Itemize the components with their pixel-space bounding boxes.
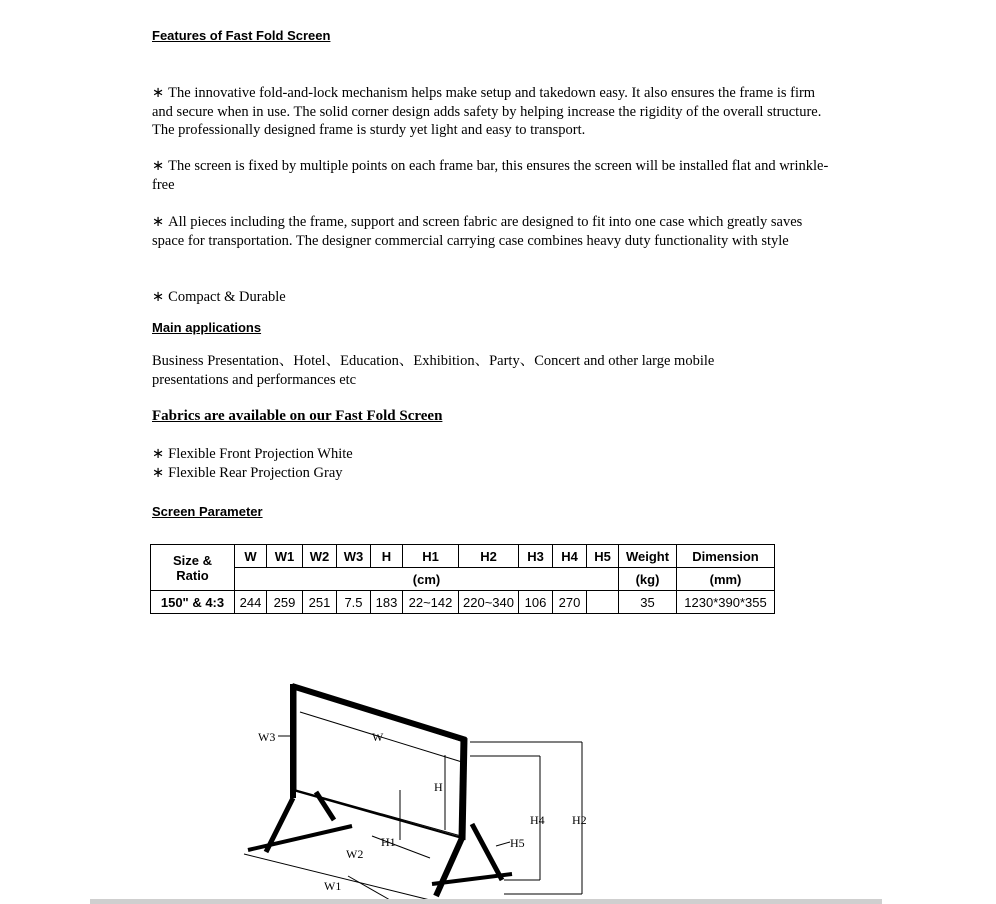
feature-text: All pieces including the frame, support and screen fabric are designed to fit into one case which greatly saves space for transportation. The designer commercial carrying case combines heavy duty functionality with style [152, 214, 803, 249]
depth-line [244, 854, 430, 900]
column-header: W [235, 545, 267, 568]
right-brace [472, 824, 502, 880]
parameter-heading: Screen Parameter [152, 504, 263, 519]
ratio-header-label: Ratio [176, 567, 209, 583]
w1-leader [348, 876, 390, 900]
frame-right-bar [462, 738, 464, 840]
table-cell: 220~340 [459, 591, 519, 614]
table-cell: 35 [619, 591, 677, 614]
label-w2: W2 [346, 847, 364, 861]
bullet-star-icon: ∗ [152, 85, 165, 101]
bullet-star-icon: ∗ [152, 214, 165, 230]
table-cell: 106 [519, 591, 553, 614]
label-h5: H5 [510, 836, 525, 850]
feature-text: The screen is fixed by multiple points on each frame bar, this ensures the screen will be installed flat and wrinkle-free [152, 158, 829, 193]
table-cell: 7.5 [337, 591, 371, 614]
fabric-text: Flexible Front Projection White [168, 446, 353, 462]
table-cell: 183 [371, 591, 403, 614]
fabric-item-2 [152, 464, 832, 483]
bullet-star-icon: ∗ [152, 289, 165, 305]
table-unit-row [151, 568, 775, 591]
table-cell [587, 591, 619, 614]
feature-item-1 [152, 84, 832, 140]
column-header: H1 [403, 545, 459, 568]
unit-kg: (kg) [619, 568, 677, 591]
feature-item-3 [152, 213, 832, 250]
unit-mm: (mm) [677, 568, 775, 591]
table-cell: 244 [235, 591, 267, 614]
label-h2: H2 [572, 813, 587, 827]
applications-text: Business Presentation、Hotel、Education、Exhibition、Party、Concert and other large mobile presentations and performances etc [152, 353, 715, 388]
column-header: Weight [619, 545, 677, 568]
column-header: H4 [553, 545, 587, 568]
size-header-label: Size & [172, 552, 212, 568]
bottom-scroll-edge [90, 899, 882, 904]
size-ratio-header [151, 545, 235, 591]
table-cell: 22~142 [403, 591, 459, 614]
fabrics-heading: Fabrics are available on our Fast Fold Screen [152, 408, 443, 424]
column-header: W3 [337, 545, 371, 568]
column-header: H2 [459, 545, 519, 568]
label-h: H [434, 780, 443, 794]
column-header: W1 [267, 545, 303, 568]
feature-text: Compact & Durable [168, 289, 286, 305]
applications-heading: Main applications [152, 320, 262, 335]
bullet-star-icon: ∗ [152, 465, 165, 481]
column-header: Dimension [677, 545, 775, 568]
table-header-row [151, 545, 775, 568]
size-cell: 150" & 4:3 [151, 591, 235, 614]
label-w1: W1 [324, 879, 342, 893]
feature-item-2 [152, 157, 832, 194]
feature-item-4 [152, 288, 832, 307]
fabric-item-1 [152, 445, 832, 464]
column-header: H [371, 545, 403, 568]
column-header: H5 [587, 545, 619, 568]
table-cell: 1230*390*355 [677, 591, 775, 614]
bullet-star-icon: ∗ [152, 446, 165, 462]
column-header: W2 [303, 545, 337, 568]
column-header: H3 [519, 545, 553, 568]
feature-text: The innovative fold-and-lock mechanism helps make setup and takedown easy. It also ensures the frame is firm and secure when in use. The solid corner design adds safety by helping increase the rigidity of the overall structure. The professionally designed frame is sturdy yet light and easy to transport. [152, 85, 822, 138]
unit-cm: (cm) [235, 568, 619, 591]
screen-parameter-table [150, 544, 775, 614]
left-foot [248, 826, 352, 850]
label-h4: H4 [530, 813, 545, 827]
table-row [151, 591, 775, 614]
table-cell: 251 [303, 591, 337, 614]
table-cell: 270 [553, 591, 587, 614]
right-leg [436, 838, 462, 896]
bullet-star-icon: ∗ [152, 158, 165, 174]
h5-leader [496, 842, 510, 846]
label-w: W [372, 730, 384, 744]
label-h1: H1 [381, 835, 396, 849]
label-w3: W3 [258, 730, 276, 744]
fabric-text: Flexible Rear Projection Gray [168, 465, 343, 481]
table-cell: 259 [267, 591, 303, 614]
screen-frame-diagram [0, 640, 996, 904]
features-heading: Features of Fast Fold Screen [152, 28, 331, 43]
